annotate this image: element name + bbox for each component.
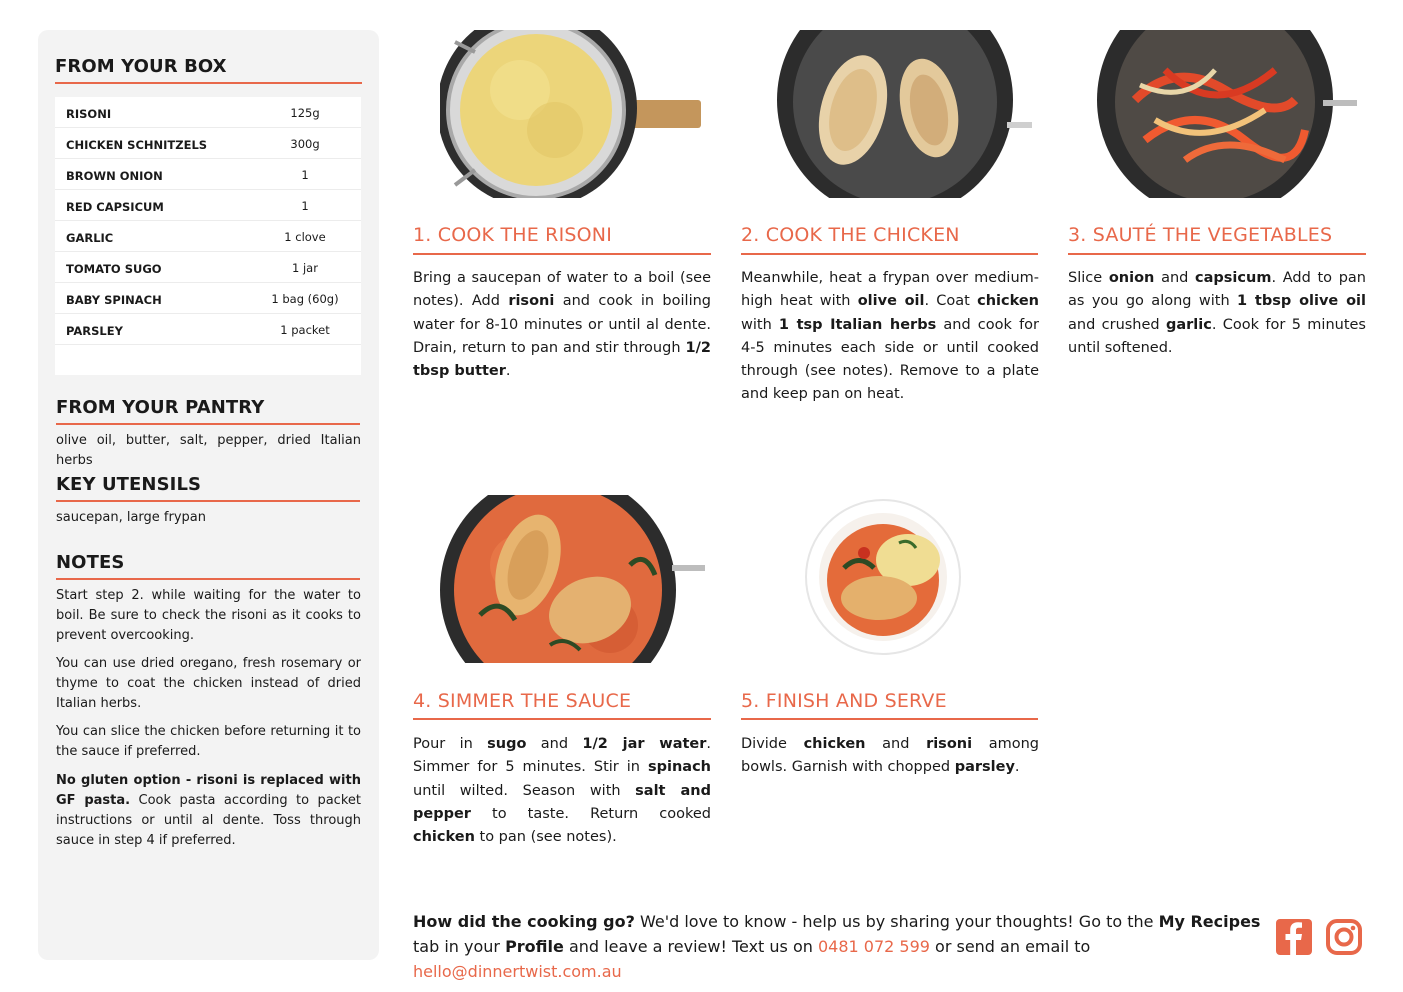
ingredient-name: CHICKEN SCHNITZELS <box>66 138 208 152</box>
footer-text: or send an email to <box>929 937 1091 956</box>
step-ingredient: 1/2 jar water <box>582 736 707 752</box>
ingredient-name: TOMATO SUGO <box>66 262 162 276</box>
step-text: Slice <box>1068 270 1109 286</box>
step-text: and cook in boiling water for 8-10 minutes or until al dente. Drain, return to pan and stir through <box>413 293 711 356</box>
ingredient-row <box>55 128 361 159</box>
divider <box>413 718 711 720</box>
step-ingredient: chicken <box>413 829 475 846</box>
step-text: Meanwhile, heat a frypan over medium-high heat with <box>741 270 1039 310</box>
step-ingredient: salt and pepper <box>413 782 711 822</box>
facebook-icon[interactable] <box>1275 918 1313 956</box>
step-text: to taste. Return cooked <box>470 805 711 822</box>
from-your-box-heading: FROM YOUR BOX <box>55 56 227 77</box>
step-4-instructions <box>413 733 711 849</box>
divider <box>741 253 1038 255</box>
step-5-instructions <box>741 733 1039 780</box>
step-ingredient: 1 tbsp olive oil <box>1237 293 1366 310</box>
phone-number-link[interactable]: 0481 072 599 <box>817 937 930 956</box>
ingredient-row <box>55 283 361 314</box>
ingredient-row <box>55 252 361 283</box>
step-text: . <box>1014 759 1020 776</box>
divider <box>55 82 362 84</box>
ingredient-name: GARLIC <box>66 231 114 245</box>
ingredient-row <box>55 97 361 128</box>
step-text: and <box>526 736 583 752</box>
step-ingredient: onion <box>1108 270 1155 286</box>
step-text: with <box>741 316 779 333</box>
step-ingredient: sugo <box>487 736 527 752</box>
step-text: among bowls. Garnish with chopped <box>741 736 1039 776</box>
step-ingredient: 1 tsp Italian herbs <box>778 316 937 333</box>
step-text: . <box>505 363 511 380</box>
step-ingredient: parsley <box>954 759 1015 776</box>
ingredient-name: BABY SPINACH <box>66 293 162 307</box>
step-text: until wilted. Season with <box>413 782 636 799</box>
step-2-instructions <box>741 267 1039 407</box>
step-4-title: 4. SIMMER THE SAUCE <box>413 690 632 712</box>
feedback-question: How did the cooking go? <box>413 912 635 931</box>
pan-fried-chicken-image <box>767 30 1032 198</box>
step-ingredient: risoni <box>508 293 555 310</box>
step-text: . Add to pan as you go along with <box>1068 270 1367 310</box>
ingredient-qty: 1 bag (60g) <box>271 292 339 306</box>
ingredient-qty: 1 jar <box>292 261 318 275</box>
ingredient-qty: 1 packet <box>280 323 330 337</box>
step-3-instructions <box>1068 267 1366 360</box>
footer-text: and leave a review! Text us on <box>563 937 818 956</box>
step-text: and crushed <box>1068 316 1166 333</box>
key-utensils-heading: KEY UTENSILS <box>56 474 202 495</box>
ingredient-qty: 1 clove <box>284 230 326 244</box>
step-ingredient: chicken <box>803 736 866 752</box>
step-5-title: 5. FINISH AND SERVE <box>741 690 947 712</box>
cooked-risoni-image <box>440 30 702 198</box>
pantry-list: olive oil, butter, salt, pepper, dried Italian herbs <box>56 433 361 468</box>
simmering-sauce-image <box>440 495 705 663</box>
ingredient-name: RISONI <box>66 107 112 121</box>
ingredient-qty: 1 <box>301 199 309 213</box>
step-text: . Coat <box>924 293 978 310</box>
footer-text: We'd love to know - help us by sharing your thoughts! Go to the <box>634 912 1159 931</box>
divider <box>413 253 711 255</box>
step-3-title: 3. SAUTÉ THE VEGETABLES <box>1068 224 1333 246</box>
step-ingredient: olive oil <box>857 293 925 310</box>
step-text: to pan (see notes). <box>474 829 617 846</box>
step-1-title: 1. COOK THE RISONI <box>413 224 613 246</box>
email-link[interactable]: hello@dinnertwist.com.au <box>413 962 622 981</box>
from-your-pantry-heading: FROM YOUR PANTRY <box>56 397 265 418</box>
ingredient-qty: 1 <box>301 168 309 182</box>
ingredient-name: BROWN ONION <box>66 169 163 183</box>
ingredient-name: RED CAPSICUM <box>66 200 164 214</box>
note-paragraph: You can use dried oregano, fresh rosemary or thyme to coat the chicken instead of dried Italian herbs. <box>56 656 361 711</box>
ingredient-table <box>55 97 361 375</box>
step-ingredient: capsicum <box>1195 270 1272 286</box>
notes-heading: NOTES <box>56 552 125 573</box>
ingredient-qty: 125g <box>290 106 320 120</box>
ingredient-row <box>55 159 361 190</box>
divider <box>1068 253 1366 255</box>
sauteed-vegetables-image <box>1095 30 1357 198</box>
my-recipes-label: My Recipes <box>1158 912 1261 931</box>
step-text: and <box>865 736 927 752</box>
profile-label: Profile <box>505 937 564 956</box>
step-text: Divide <box>741 736 804 752</box>
ingredient-row <box>55 221 361 252</box>
ingredient-name: PARSLEY <box>66 324 123 338</box>
step-text: . Simmer for 5 minutes. Stir in <box>413 736 712 776</box>
note-paragraph <box>56 771 361 851</box>
divider <box>56 423 360 425</box>
step-ingredient: chicken <box>977 293 1039 310</box>
note-paragraph: You can slice the chicken before returning it to the sauce if preferred. <box>56 724 361 759</box>
note-paragraph: Start step 2. while waiting for the water to boil. Be sure to check the risoni as it cooks to prevent overcooking. <box>56 588 361 643</box>
step-ingredient: 1/2 tbsp butter <box>413 339 711 380</box>
divider <box>56 578 360 580</box>
step-1-instructions <box>413 267 711 383</box>
feedback-message <box>413 909 1263 984</box>
utensils-list: saucepan, large frypan <box>56 510 206 525</box>
divider <box>741 718 1038 720</box>
step-text: . Cook for 5 minutes until softened. <box>1068 316 1366 356</box>
step-text: and cook for 4-5 minutes each side or until cooked through (see notes). Remove to a plate and keep pan on heat. <box>741 316 1040 403</box>
divider <box>56 500 360 502</box>
ingredient-row <box>55 190 361 221</box>
note-text: Cook pasta according to packet instructions or until al dente. Toss through sauce in step 4 if preferred. <box>56 793 361 848</box>
plated-dish-image <box>804 498 962 656</box>
ingredient-row <box>55 314 361 345</box>
step-text: and <box>1154 270 1196 286</box>
step-ingredient: spinach <box>647 759 711 776</box>
footer-text: tab in your <box>413 937 506 956</box>
note-bold: No gluten option - risoni is replaced with GF pasta. <box>56 773 361 808</box>
step-text: Bring a saucepan of water to a boil (see notes). Add <box>413 270 711 310</box>
ingredient-qty: 300g <box>290 137 320 151</box>
step-ingredient: risoni <box>926 736 973 752</box>
instagram-icon[interactable] <box>1325 918 1363 956</box>
step-2-title: 2. COOK THE CHICKEN <box>741 224 960 246</box>
step-text: Pour in <box>413 736 488 752</box>
step-ingredient: garlic <box>1165 316 1212 333</box>
